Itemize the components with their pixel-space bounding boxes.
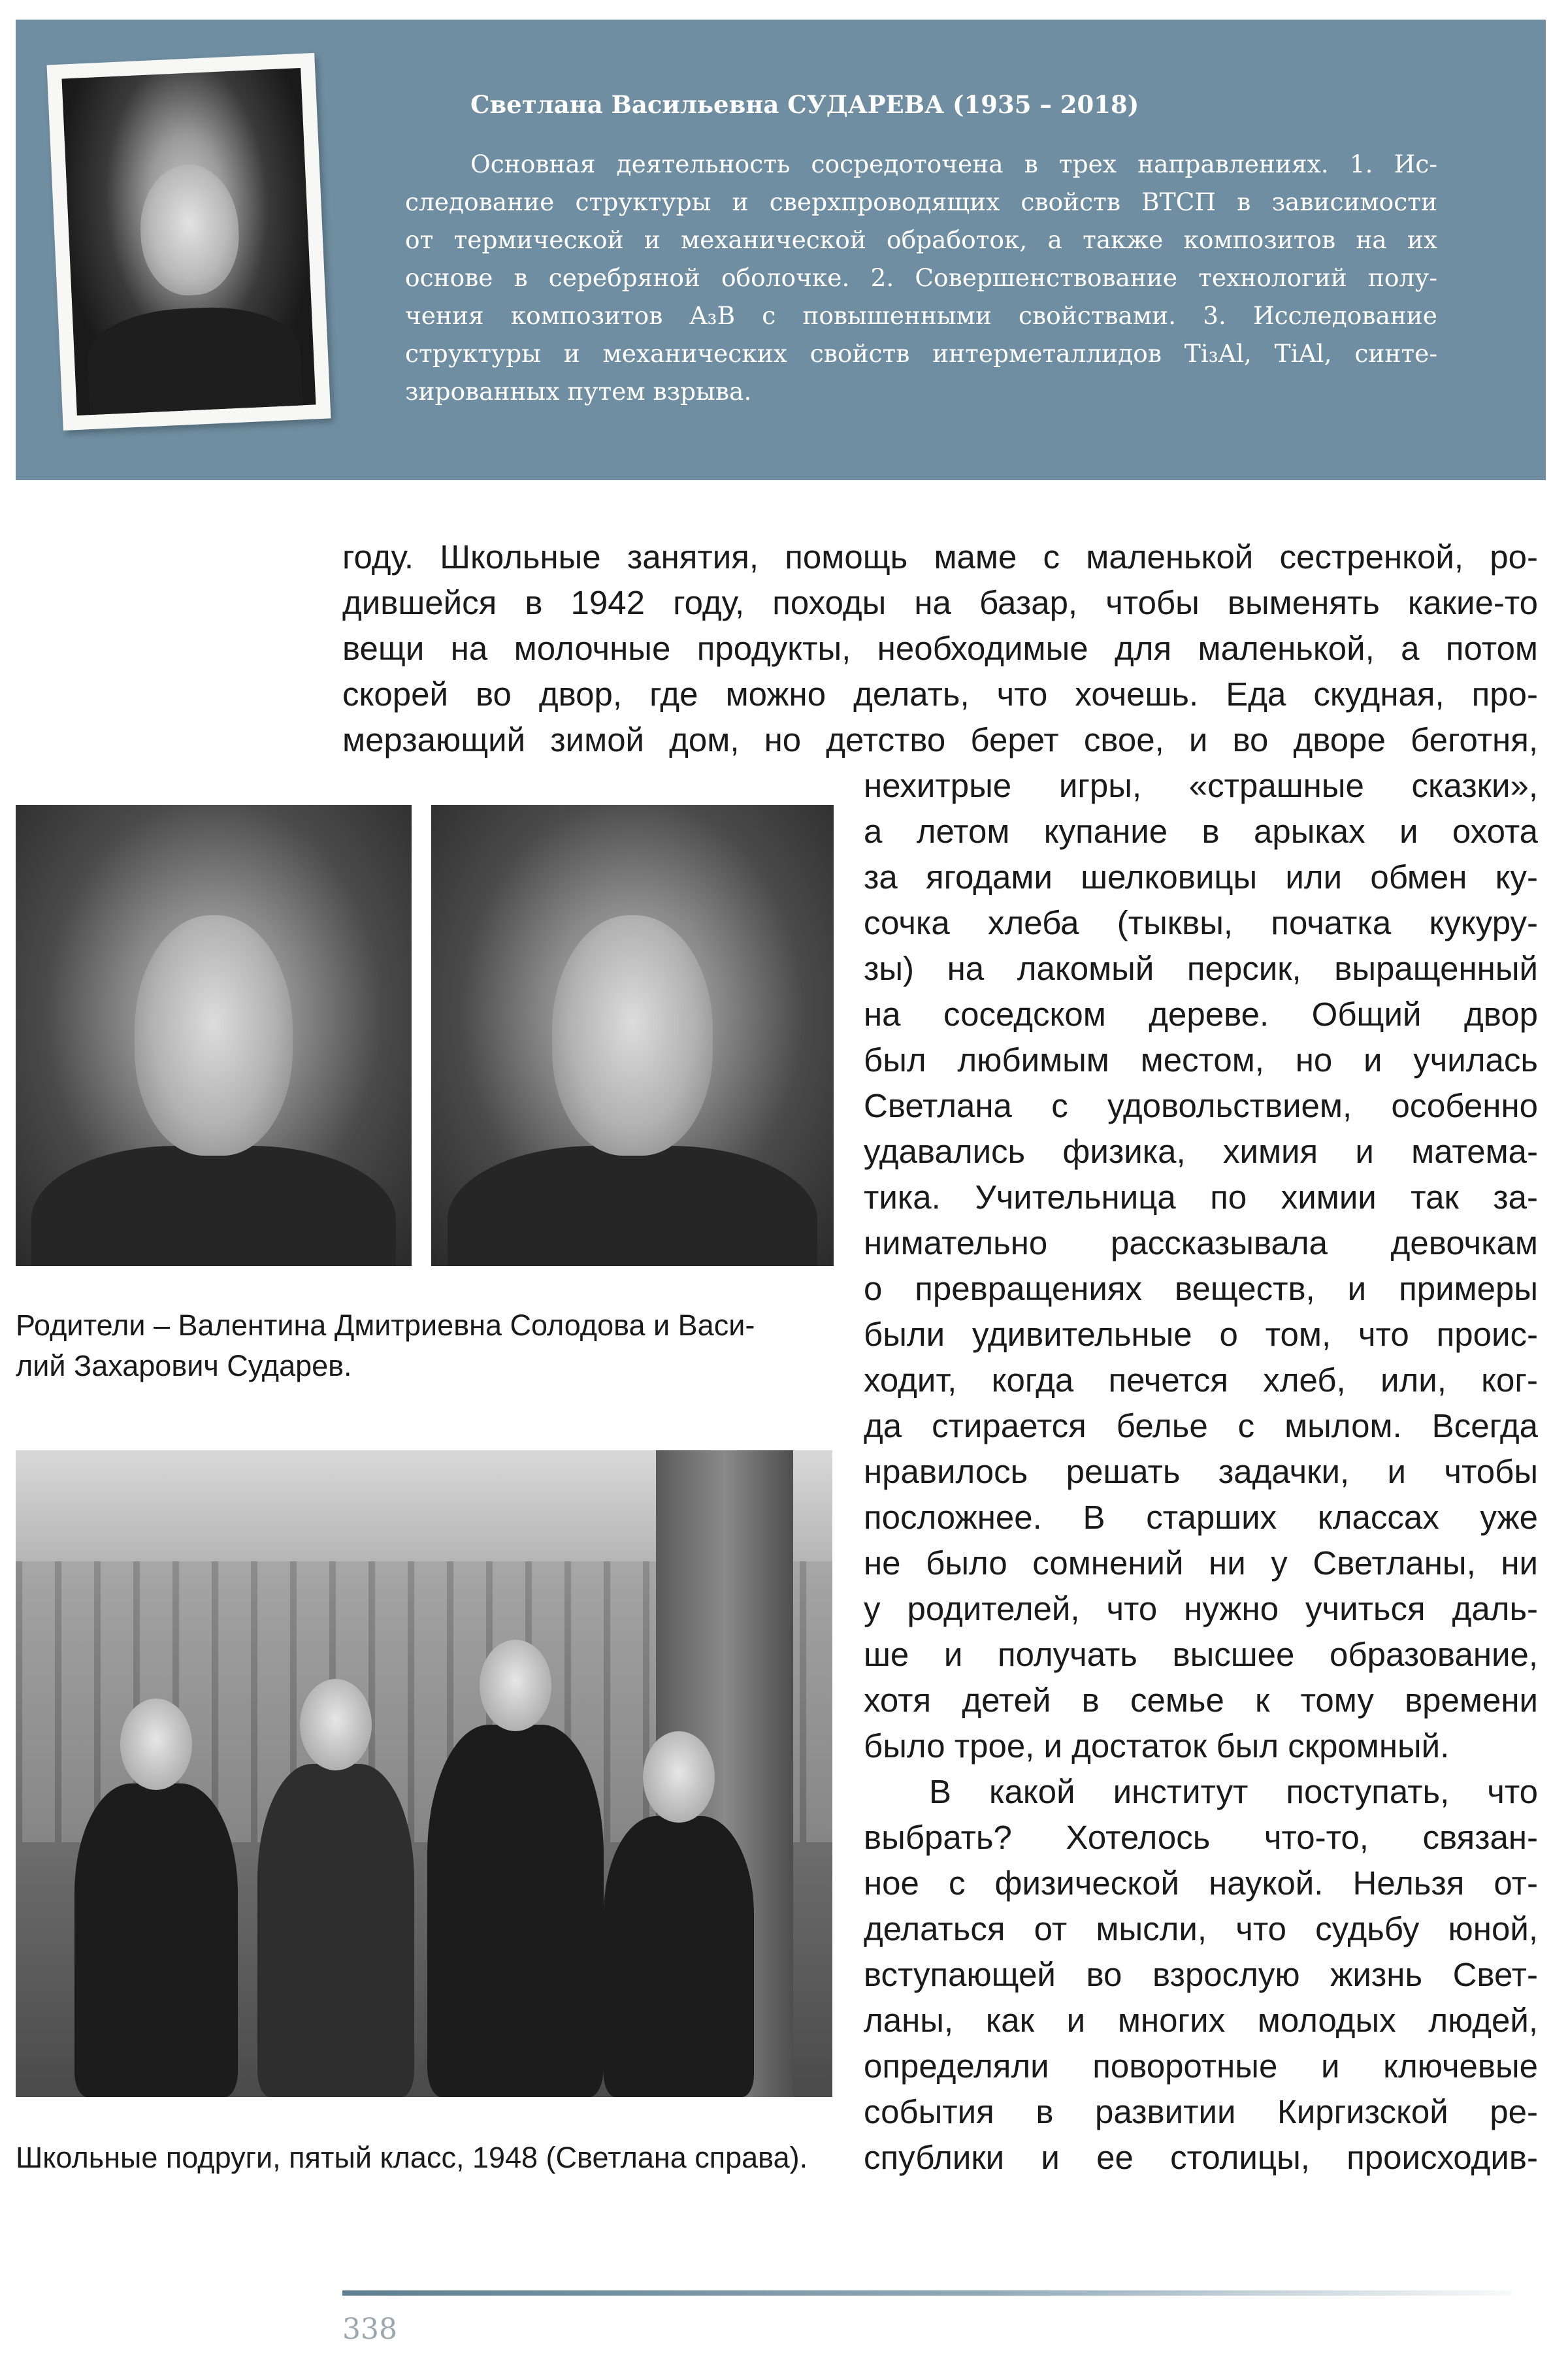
page-number: 338 [342, 2313, 397, 2346]
bio-text [405, 145, 1437, 410]
text-line: да стирается белье с мылом. Всегда [864, 1407, 1538, 1444]
text-line: были удивительные о том, что проис- [864, 1316, 1538, 1353]
text-line: о превращениях веществ, и примеры [864, 1270, 1538, 1307]
school-friends-photo [16, 1450, 832, 2097]
text-line: выбрать? Хотелось что-то, связан- [864, 1819, 1538, 1856]
text-line: спублики и ее столицы, происходив- [864, 2139, 1538, 2176]
text-line: определяли поворотные и ключевые [864, 2047, 1538, 2085]
body-text-top [342, 534, 1538, 763]
parents-caption [16, 1305, 755, 1386]
bio-line: структуры и механических свойств интерметаллидов Ti₃Al, TiAl, синте- [405, 339, 1437, 368]
caption-line: Родители – Валентина Дмитриевна Солодова и Васи- [16, 1309, 755, 1342]
caption-line: лий Захарович Сударев. [16, 1349, 352, 1382]
text-line: зы) на лакомый персик, выращенный [864, 950, 1538, 987]
bio-line: следование структуры и сверхпроводящих свойств ВТСП в зависимости [405, 187, 1437, 216]
text-line: удавались физика, химия и матема- [864, 1133, 1538, 1170]
text-line: у родителей, что нужно учиться даль- [864, 1590, 1538, 1627]
text-line: ходит, когда печется хлеб, или, ког- [864, 1361, 1538, 1399]
text-line: нимательно рассказывала девочкам [864, 1224, 1538, 1261]
text-line: тика. Учительница по химии так за- [864, 1179, 1538, 1216]
text-line: был любимым местом, но и училась [864, 1041, 1538, 1079]
school-caption [16, 2138, 808, 2178]
text-line: хотя детей в семье к тому времени [864, 1682, 1538, 1719]
bio-line: Основная деятельность сосредоточена в трех направлениях. 1. Ис- [470, 150, 1437, 178]
text-line: сочка хлеба (тыквы, початка кукуру- [864, 904, 1538, 941]
portrait-photo [61, 68, 316, 415]
father-photo [431, 805, 834, 1266]
bio-line: чения композитов A₃B с повышенными свойствами. 3. Исследование [405, 301, 1437, 330]
text-line: мерзающий зимой дом, но детство берет свое, и во дворе беготня, [342, 721, 1538, 758]
bio-title: Светлана Васильевна СУДАРЕВА (1935 – 2018) [470, 90, 1139, 119]
text-line: не было сомнений ни у Светланы, ни [864, 1544, 1538, 1582]
text-line: дившейся в 1942 году, походы на базар, чтобы выменять какие-то [342, 584, 1538, 621]
bio-line: зированных путем взрыва. [405, 377, 752, 406]
mother-photo [16, 805, 412, 1266]
portrait-photo-frame [47, 53, 331, 431]
caption-line: Школьные подруги, пятый класс, 1948 (Светлана справа). [16, 2141, 808, 2174]
text-line: посложнее. В старших классах уже [864, 1499, 1538, 1536]
text-line: году. Школьные занятия, помощь маме с маленькой сестренкой, ро- [342, 538, 1538, 576]
text-line: делаться от мысли, что судьбу юной, [864, 1910, 1538, 1947]
text-line: вещи на молочные продукты, необходимые для маленькой, а потом [342, 630, 1538, 667]
text-line: ше и получать высшее образование, [864, 1636, 1538, 1673]
text-line: было трое, и достаток был скромный. [864, 1727, 1450, 1765]
bio-line: основе в серебряной оболочке. 2. Совершенствование технологий полу- [405, 263, 1437, 292]
body-text-right [864, 763, 1538, 2181]
text-line: нехитрые игры, «страшные сказки», [864, 767, 1538, 804]
bio-line: от термической и механической обработок, а также композитов на их [405, 225, 1437, 254]
text-line: нравилось решать задачки, и чтобы [864, 1453, 1538, 1490]
text-line: а летом купание в арыках и охота [864, 813, 1538, 850]
text-line: события в развитии Киргизской ре- [864, 2093, 1538, 2130]
text-line: на соседском дереве. Общий двор [864, 996, 1538, 1033]
footer-rule [342, 2290, 1512, 2296]
text-line: скорей во двор, где можно делать, что хочешь. Еда скудная, про- [342, 675, 1538, 713]
text-line: за ягодами шелковицы или обмен ку- [864, 858, 1538, 896]
text-line: вступающей во взрослую жизнь Свет- [864, 1956, 1538, 1993]
text-line: В какой институт поступать, что [929, 1773, 1538, 1810]
text-line: ное с физической наукой. Нельзя от- [864, 1864, 1538, 1902]
text-line: ланы, как и многих молодых людей, [864, 2002, 1538, 2039]
text-line: Светлана с удовольствием, особенно [864, 1087, 1538, 1124]
